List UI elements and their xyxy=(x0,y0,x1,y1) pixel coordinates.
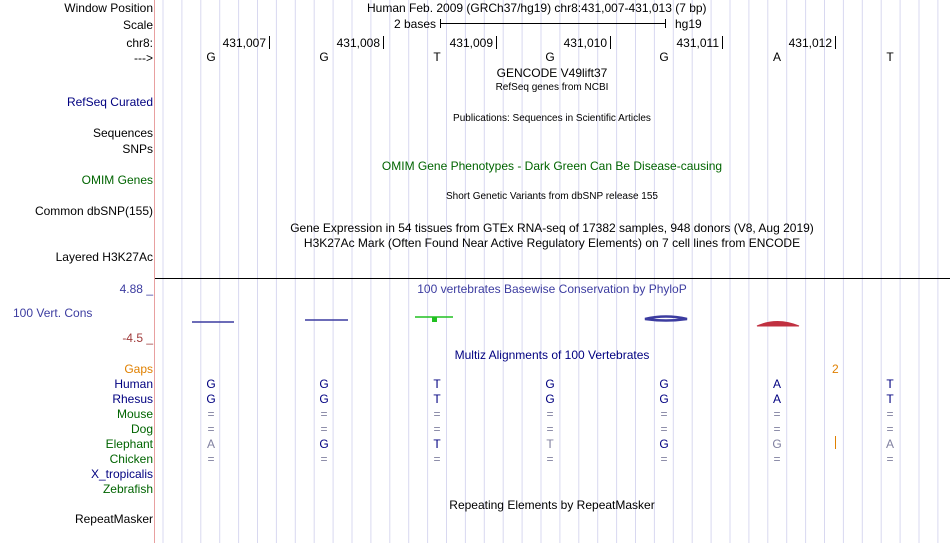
coordinate-tick xyxy=(722,36,723,49)
chr-label: chr8: xyxy=(126,36,153,50)
alignment-base: A xyxy=(772,392,781,406)
coordinate-label: 431,011 xyxy=(676,36,719,50)
scale-bar xyxy=(440,23,666,24)
refseq-track-subtitle[interactable]: RefSeq genes from NCBI xyxy=(495,82,609,93)
species-label[interactable]: Dog xyxy=(130,422,153,436)
alignment-base: = xyxy=(320,452,328,466)
phylop-min-value: -4.5 _ xyxy=(122,331,153,345)
gaps-count: 2 xyxy=(832,362,839,376)
species-label[interactable]: Rhesus xyxy=(112,392,153,406)
alignment-base: T xyxy=(433,437,441,451)
alignment-base: G xyxy=(659,377,669,391)
phylop-label[interactable]: 100 Vert. Cons xyxy=(13,306,93,320)
scale-text: 2 bases xyxy=(393,17,436,31)
repeatmasker-label[interactable]: RepeatMasker xyxy=(74,512,153,526)
omim-genes-label[interactable]: OMIM Genes xyxy=(81,173,153,187)
scale-label: Scale xyxy=(122,18,153,32)
alignment-base: = xyxy=(546,407,554,421)
sequence-base: T xyxy=(433,50,441,64)
track-divider xyxy=(155,278,950,279)
coordinate-tick xyxy=(383,36,384,49)
alignment-base: G xyxy=(545,392,555,406)
alignment-base: T xyxy=(886,377,894,391)
alignment-base: = xyxy=(207,407,215,421)
phylop-bar-6 xyxy=(757,322,799,327)
alignment-base: G xyxy=(319,437,329,451)
omim-track-title[interactable]: OMIM Gene Phenotypes - Dark Green Can Be Disease-causing xyxy=(381,159,723,173)
alignment-base: = xyxy=(660,422,668,436)
scale-bar-cap-right xyxy=(665,19,666,28)
alignment-base: A xyxy=(206,437,215,451)
alignment-base: = xyxy=(207,452,215,466)
sequences-label[interactable]: Sequences xyxy=(92,126,153,140)
h3k27ac-label[interactable]: Layered H3K27Ac xyxy=(55,250,153,264)
phylop-graph xyxy=(155,305,950,335)
alignment-base: = xyxy=(320,422,328,436)
sequence-base: T xyxy=(886,50,894,64)
phylop-bar-5 xyxy=(645,317,687,321)
coordinate-label: 431,008 xyxy=(336,36,380,50)
sequence-base: G xyxy=(545,50,555,64)
scale-assembly: hg19 xyxy=(675,17,702,31)
refseq-curated-label[interactable]: RefSeq Curated xyxy=(66,95,153,109)
gencode-track-title[interactable]: GENCODE V49lift37 xyxy=(496,66,608,80)
coordinate-label: 431,007 xyxy=(222,36,266,50)
alignment-base: A xyxy=(772,377,781,391)
alignment-base: A xyxy=(885,437,894,451)
coordinate-label: 431,009 xyxy=(449,36,493,50)
window-position-label: Window Position xyxy=(64,1,153,15)
repeatmasker-track-title[interactable]: Repeating Elements by RepeatMasker xyxy=(449,498,655,512)
alignment-base: G xyxy=(319,377,329,391)
alignment-base: = xyxy=(886,407,894,421)
alignment-base: T xyxy=(433,377,441,391)
dbsnp-label[interactable]: Common dbSNP(155) xyxy=(34,204,153,218)
window-position-text: Human Feb. 2009 (GRCh37/hg19) chr8:431,007-431,013 (7 bp) xyxy=(367,1,707,15)
alignment-base: G xyxy=(545,377,555,391)
alignment-base: = xyxy=(433,407,441,421)
alignment-base: = xyxy=(886,422,894,436)
multiz-track-title[interactable]: Multiz Alignments of 100 Vertebrates xyxy=(454,348,650,362)
alignment-base: G xyxy=(319,392,329,406)
phylop-track-title[interactable]: 100 vertebrates Basewise Conservation by PhyloP xyxy=(417,282,687,296)
strand-label: ---> xyxy=(134,51,153,65)
alignment-base: = xyxy=(660,452,668,466)
scale-bar-cap-left xyxy=(440,19,441,28)
sequence-base: G xyxy=(659,50,669,64)
snps-label[interactable]: SNPs xyxy=(122,142,153,156)
alignment-base: T xyxy=(433,392,441,406)
phylop-bar-3-peak xyxy=(432,317,437,322)
alignment-base: G xyxy=(659,392,669,406)
alignment-base: G xyxy=(772,437,782,451)
species-label[interactable]: Gaps xyxy=(124,362,153,376)
alignment-base: = xyxy=(207,422,215,436)
alignment-base: = xyxy=(433,452,441,466)
gtex-track-title[interactable]: Gene Expression in 54 tissues from GTEx RNA-seq of 17382 samples, 948 donors (V8, Aug 2019) xyxy=(290,221,814,235)
species-label[interactable]: Chicken xyxy=(109,452,153,466)
h3k27ac-track-title[interactable]: H3K27Ac Mark (Often Found Near Active Regulatory Elements) on 7 cell lines from ENCODE xyxy=(303,236,801,250)
species-label[interactable]: Elephant xyxy=(105,437,153,451)
species-label[interactable]: Mouse xyxy=(116,407,153,421)
coordinate-tick xyxy=(835,36,836,49)
alignment-base: T xyxy=(886,392,894,406)
alignment-base: = xyxy=(773,452,781,466)
alignment-base: T xyxy=(546,437,554,451)
species-label[interactable]: Human xyxy=(114,377,153,391)
alignment-base: G xyxy=(206,377,216,391)
coordinate-label: 431,010 xyxy=(563,36,607,50)
alignment-base: = xyxy=(320,407,328,421)
alignment-base: G xyxy=(206,392,216,406)
alignment-base: = xyxy=(546,422,554,436)
sequence-base: G xyxy=(319,50,329,64)
alignment-base: = xyxy=(660,407,668,421)
sequence-base: G xyxy=(206,50,216,64)
publications-track-title[interactable]: Publications: Sequences in Scientific Articles xyxy=(453,113,651,124)
alignment-base: = xyxy=(886,452,894,466)
elephant-gap-marker xyxy=(835,436,836,449)
coordinate-tick xyxy=(496,36,497,49)
phylop-max-value: 4.88 _ xyxy=(119,282,153,296)
species-label[interactable]: X_tropicalis xyxy=(90,467,153,481)
dbsnp-track-title[interactable]: Short Genetic Variants from dbSNP release 155 xyxy=(446,191,658,202)
coordinate-label: 431,012 xyxy=(788,36,832,50)
sequence-base: A xyxy=(772,50,781,64)
coordinate-tick xyxy=(269,36,270,49)
alignment-base: = xyxy=(773,407,781,421)
coordinate-tick xyxy=(610,36,611,49)
alignment-base: = xyxy=(546,452,554,466)
alignment-base: G xyxy=(659,437,669,451)
species-label[interactable]: Zebrafish xyxy=(102,482,153,496)
alignment-base: = xyxy=(773,422,781,436)
alignment-base: = xyxy=(433,422,441,436)
